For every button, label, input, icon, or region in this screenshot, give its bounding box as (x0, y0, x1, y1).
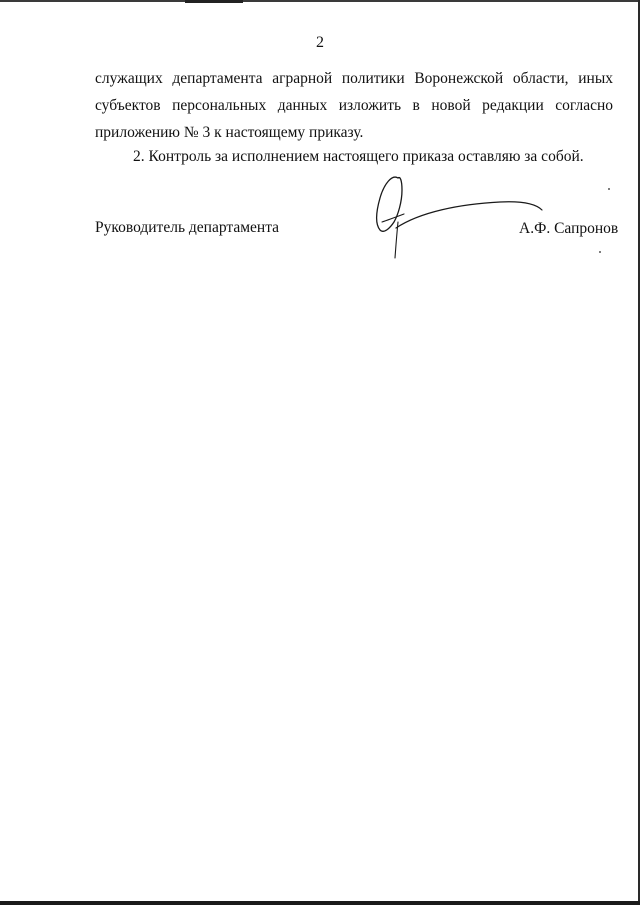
paragraph-1-line-1: служащих департамента аграрной политики Воронежской области, иных (95, 70, 613, 87)
scan-speck (599, 251, 601, 253)
scan-bottom-edge (0, 901, 640, 905)
signature-cross-stroke (382, 214, 404, 222)
scan-top-mark (185, 0, 243, 3)
paragraph-2: 2. Контроль за исполнением настоящего приказа оставляю за собой. (133, 148, 584, 165)
scan-top-edge (0, 0, 640, 2)
page-number: 2 (316, 34, 324, 51)
paragraph-1-line-2: субъектов персональных данных изложить в новой редакции согласно (95, 97, 613, 114)
signer-name: А.Ф. Сапронов (519, 220, 619, 237)
handwritten-signature (360, 170, 560, 265)
paragraph-1 (95, 65, 613, 146)
signer-position: Руководитель департамента (95, 219, 280, 236)
paragraph-1-line-3: приложению № 3 к настоящему приказу. (95, 124, 364, 141)
scan-speck (608, 188, 610, 190)
